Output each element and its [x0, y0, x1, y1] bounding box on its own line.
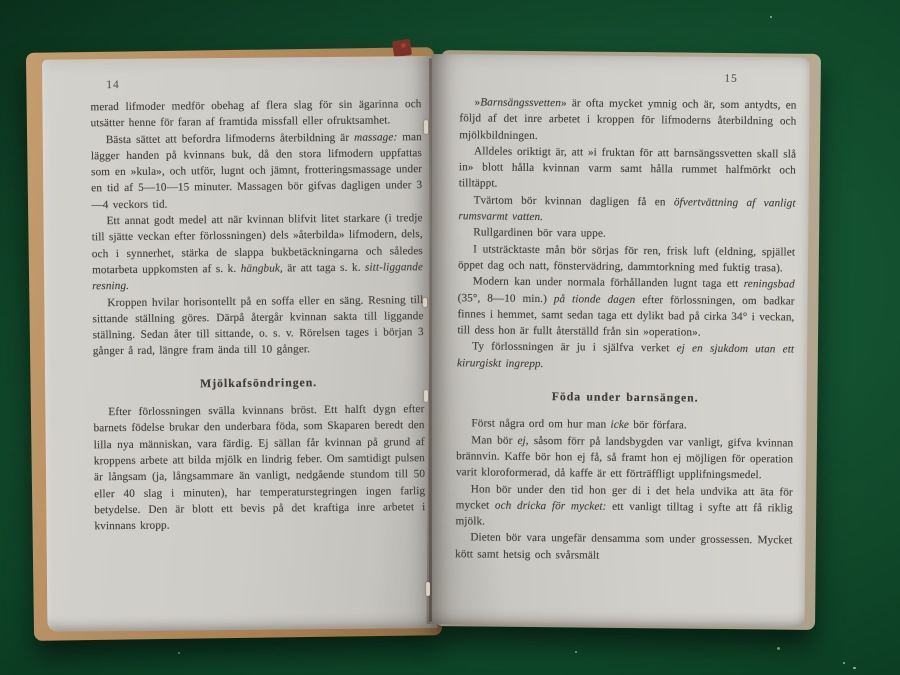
dust-speck — [178, 652, 180, 654]
dust-speck — [770, 16, 772, 18]
paragraph: Rullgardinen bör vara uppe. — [473, 226, 606, 241]
section-heading: Mjölkafsöndringen. — [200, 374, 318, 390]
dust-speck — [777, 647, 780, 650]
paragraph: Dieten bör vara ungefär densamma som under grossessen. Mycket kött samt hetsig och svårsmält — [455, 531, 793, 562]
binding-stitch — [424, 120, 428, 134]
page-number-right: 15 — [724, 72, 738, 85]
binding-stitch — [424, 390, 428, 402]
paragraph: Man bör ej, såsom förr på landsbygden var vanligt, gifva kvinnan brännvin. Kaffe bör hon ej få, så framt hon ej möjligen för operation varit kloroformerad, då kaffe är ett förträffligt upplifningsmedel. — [455, 434, 794, 482]
paragraph: Modern kan under normala förhållanden lugnt taga ett reningsbad (35°, 8—10 min.) på tionde dagen efter förlossningen, om badkar finnes i hemmet, samt sedan taga ett dylikt bad på cirka 34° i veckan, till dess hon är fullt återställd från sin »operation». — [457, 275, 795, 339]
page-number-left: 14 — [106, 78, 120, 92]
section-heading: Föda under barnsängen. — [551, 389, 699, 405]
binding-stitch — [426, 582, 430, 596]
dust-speck — [575, 651, 577, 653]
spine-fragment — [392, 39, 412, 57]
paragraph: Först några ord om hur man icke bör förfara. — [471, 417, 687, 432]
book-gutter — [429, 58, 432, 622]
paragraph: Kroppen hvilar horisontellt på en soffa eller en säng. Resning till sittande ställning göres. Därpå återgår kvinnan sakta till liggande ställning. Sedan åter till sittande, o. s. v. Rörelsen tages i början 3 gånger å rad, längre fram ända till 10 gånger. — [92, 293, 424, 358]
paragraph: merad lifmoder medför obehag af flera slag för sin ägarinna och utsätter henne för faran af framtida missfall eller ofruktsamhet. — [90, 98, 422, 130]
book-page-right — [427, 54, 810, 628]
paragraph: Ty förlossningen är ju i själfva verket ej en sjukdom utan ett kirurgiskt ingrepp. — [456, 340, 795, 370]
paragraph: Tvärtom bör kvinnan dagligen få en öfvertvättning af vanligt rumsvarmt vatten. — [458, 194, 796, 224]
paragraph: »Barnsängssvetten» är ofta mycket ymnig och är, som antydts, en följd af det inre arbetet i kroppen för lifmoderns återbildning och mjölkbildningen. — [459, 96, 797, 142]
paragraph: Alldeles oriktigt är, att »i fruktan för att barnsängssvetten skall slå in» blott hålla kvinnan varm samt hålla rummet halfmörkt och tilltäppt. — [458, 145, 797, 191]
paragraph: Efter förlossningen svälla kvinnans bröst. Ett halft dygn efter barnets födelse brukar den underbara föda, som Skaparen beredt den lilla nya människan, vara färdig. Ej sällan får kvinnan på grund af kroppens arbete att bilda mjölk en lindrig feber. Om samtidigt pulsen är långsam (ja, långsammare än vanligt, nedgående stundom till 50 eller 40 slag i minuten), har temperaturstegringen ingen farlig betydelse. Den är blott ett bevis på det kraftiga inre arbetet i kvinnans kropp. — [93, 403, 426, 533]
book-page-left — [42, 56, 437, 632]
paragraph: Hon bör under den tid hon ger di i det hela undvika att äta för mycket och dricka för mycket: ett vanligt tilltag i syfte att få riklig mjölk. — [455, 482, 793, 528]
binding-stitch — [423, 298, 427, 307]
dust-speck — [853, 667, 856, 669]
paragraph: I utsträcktaste mån bör sörjas för ren, frisk luft (eldning, spjället öppet dag och natt, fönstervädring, dammtorkning med fuktig trasa). — [457, 243, 796, 275]
page-text-right — [455, 94, 796, 565]
paragraph: Ett annat godt medel att när kvinnan blifvit litet starkare (i tredje till sjätte veckan efter förlossningen) dels »återbilda» lifmodern, dels, och i synnerhet, stärka de slappa bukbetäckningarna och således motarbeta uppkomsten af s. k. hängbuk, är att taga s. k. sitt-liggande resning. — [91, 212, 424, 293]
spine-fragment — [401, 43, 406, 48]
page-text-left — [90, 96, 425, 535]
paragraph: Bästa sättet att befordra lifmoderns återbildning är massage: man lägger handen på kvinnans buk, då den stora lifmodern uppfattas som en »kula», och utför, lugnt och jämnt, frotteringsmassage under en tid af 5—10—15 minuter. Massagen bör gifvas dagligen under 3—4 veckors tid. — [90, 130, 423, 212]
dust-speck — [843, 662, 845, 664]
